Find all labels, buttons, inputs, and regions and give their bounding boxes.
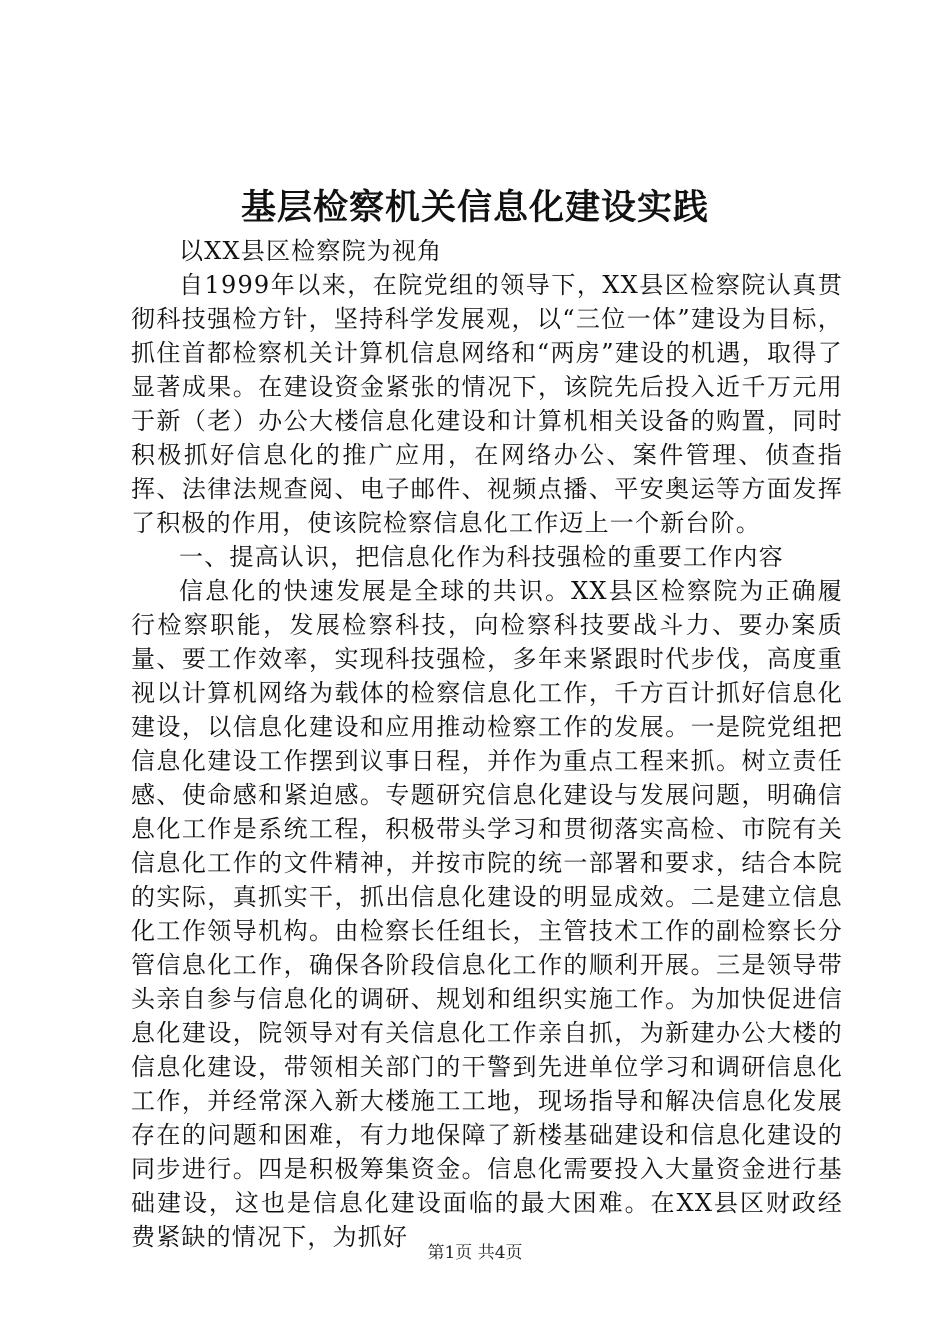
subtitle-paragraph: 以XX县区检察院为视角 — [179, 237, 443, 265]
section-paragraph: 信息化的快速发展是全球的共识。XX县区检察院为正确履行检察职能，发展检察科技，向检察科技要战斗力、要办案质量、要工作效率，实现科技强检，多年来紧跟时代步伐，高度重视以计算机网络为载体的检察信息化工作，千方百计抓好信息化建设，以信息化建设和应用推动检察工作的发展。一是院党组把信息化建设工作摆到议事日程，并作为重点工程来抓。树立责任感、使命感和紧迫感。专题研究信息化建设与发展问题，明确信息化工作是系统工程，积极带头学习和贯彻落实高检、市院有关信息化工作的文件精神，并按市院的统一部署和要求，结合本院的实际，真抓实干，抓出信息化建设的明显成效。二是建立信息化工作领导机构。由检察长任组长，主管技术工作的副检察长分管信息化工作，确保各阶段信息化工作的顺利开展。三是领导带头亲自参与信息化的调研、规划和组织实施工作。为加快促进信息化建设，院领导对有关信息化工作亲自抓，为新建办公大楼的信息化建设，带领相关部门的干警到先进单位学习和调研信息化工作，并经常深入新大楼施工工地，现场指导和解决信息化发展存在的问题和困难，有力地保障了新楼基础建设和信息化建设的同步进行。四是积极筹集资金。信息化需要投入大量资金进行基础建设，这也是信息化建设面临的最大困难。在XX县区财政经费紧缺的情况下，为抓好 — [131, 577, 843, 1251]
page-title: 基层检察机关信息化建设实践 — [240, 187, 709, 228]
page-footer: 第1页 共4页 — [427, 1243, 523, 1263]
document-body — [131, 234, 843, 1254]
section-heading: 一、提高认识，把信息化作为科技强检的重要工作内容 — [179, 543, 784, 571]
intro-paragraph: 自1999年以来，在院党组的领导下，XX县区检察院认真贯彻科技强检方针，坚持科学发展观，以“三位一体”建设为目标，抓住首都检察机关计算机信息网络和“两房”建设的机遇，取得了显著成果。在建设资金紧张的情况下，该院先后投入近千万元用于新（老）办公大楼信息化建设和计算机相关设备的购置，同时积极抓好信息化的推广应用，在网络办公、案件管理、侦查指挥、法律法规查阅、电子邮件、视频点播、平安奥运等方面发挥了积极的作用，使该院检察信息化工作迈上一个新台阶。 — [131, 271, 843, 537]
